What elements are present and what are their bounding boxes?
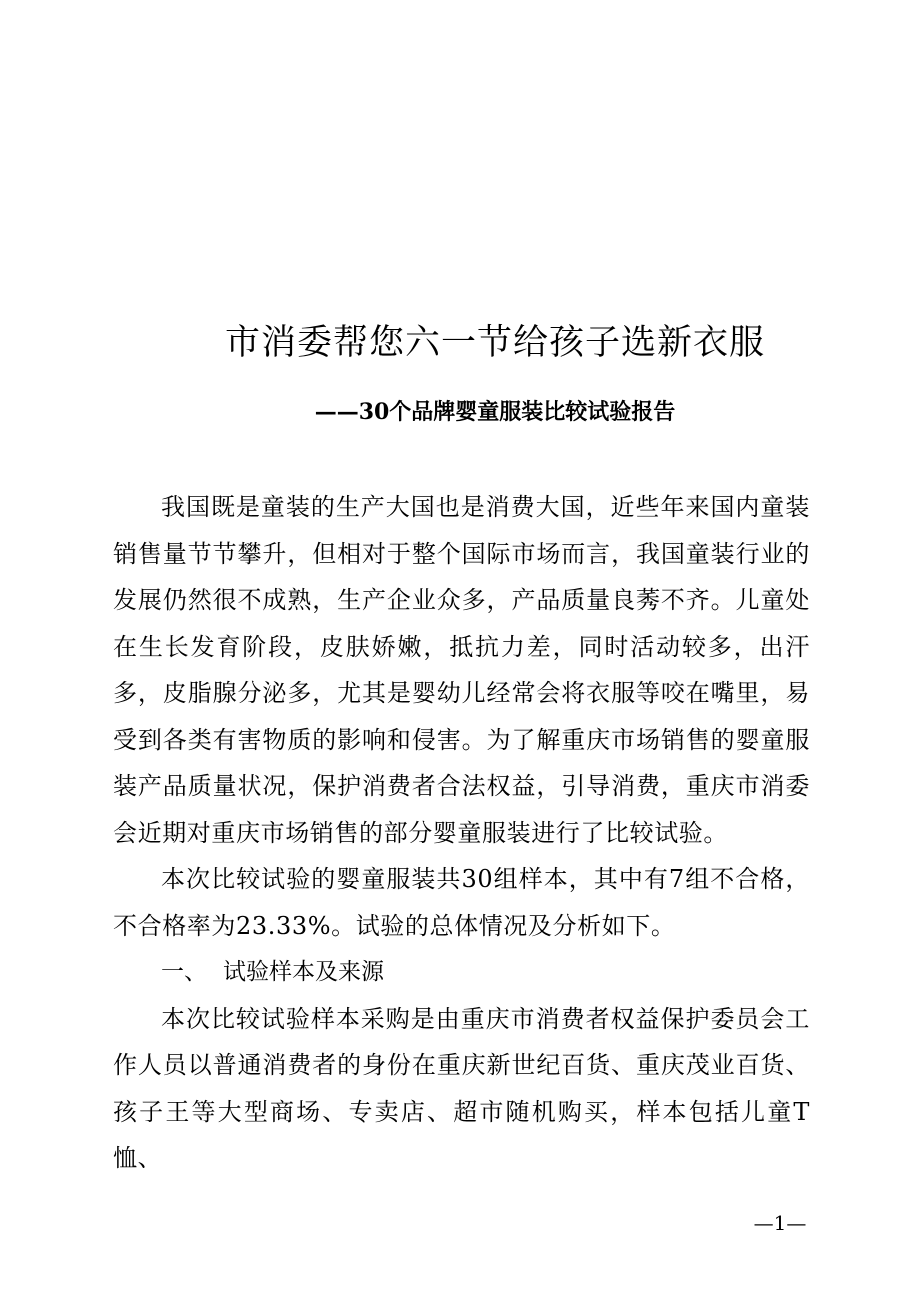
summary-paragraph: 本次比较试验的婴童服装共30组样本，其中有7组不合格，不合格率为23.33%。试验的总体情况及分析如下。	[113, 865, 810, 940]
section-title: 试验样本及来源	[223, 959, 384, 985]
page-number: —1—	[753, 1211, 807, 1235]
intro-paragraph: 我国既是童装的生产大国也是消费大国，近些年来国内童装销售量节节攀升，但相对于整个国际市场而言，我国童装行业的发展仍然很不成熟，生产企业众多，产品质量良莠不齐。儿童处在生长发育阶段，皮肤娇嫩，抵抗力差，同时活动较多，出汗多，皮脂腺分泌多，尤其是婴幼儿经常会将衣服等咬在嘴里，易受到各类有害物质的影响和侵害。为了解重庆市场销售的婴童服装产品质量状况，保护消费者合法权益，引导消费，重庆市消委会近期对重庆市场销售的部分婴童服装进行了比较试验。	[113, 493, 810, 847]
page-subtitle: ——30个品牌婴童服装比较试验报告	[314, 399, 676, 425]
section-heading	[113, 949, 810, 996]
document-body	[113, 484, 810, 1182]
section-paragraph: 本次比较试验样本采购是由重庆市消费者权益保护委员会工作人员以普通消费者的身份在重庆新世纪百货、重庆茂业百货、孩子王等大型商场、专卖店、超市随机购买，样本包括儿童T恤、	[113, 1004, 810, 1172]
section-number: 一、	[161, 959, 207, 985]
page-title: 市消委帮您六一节给孩子选新衣服	[224, 323, 765, 363]
